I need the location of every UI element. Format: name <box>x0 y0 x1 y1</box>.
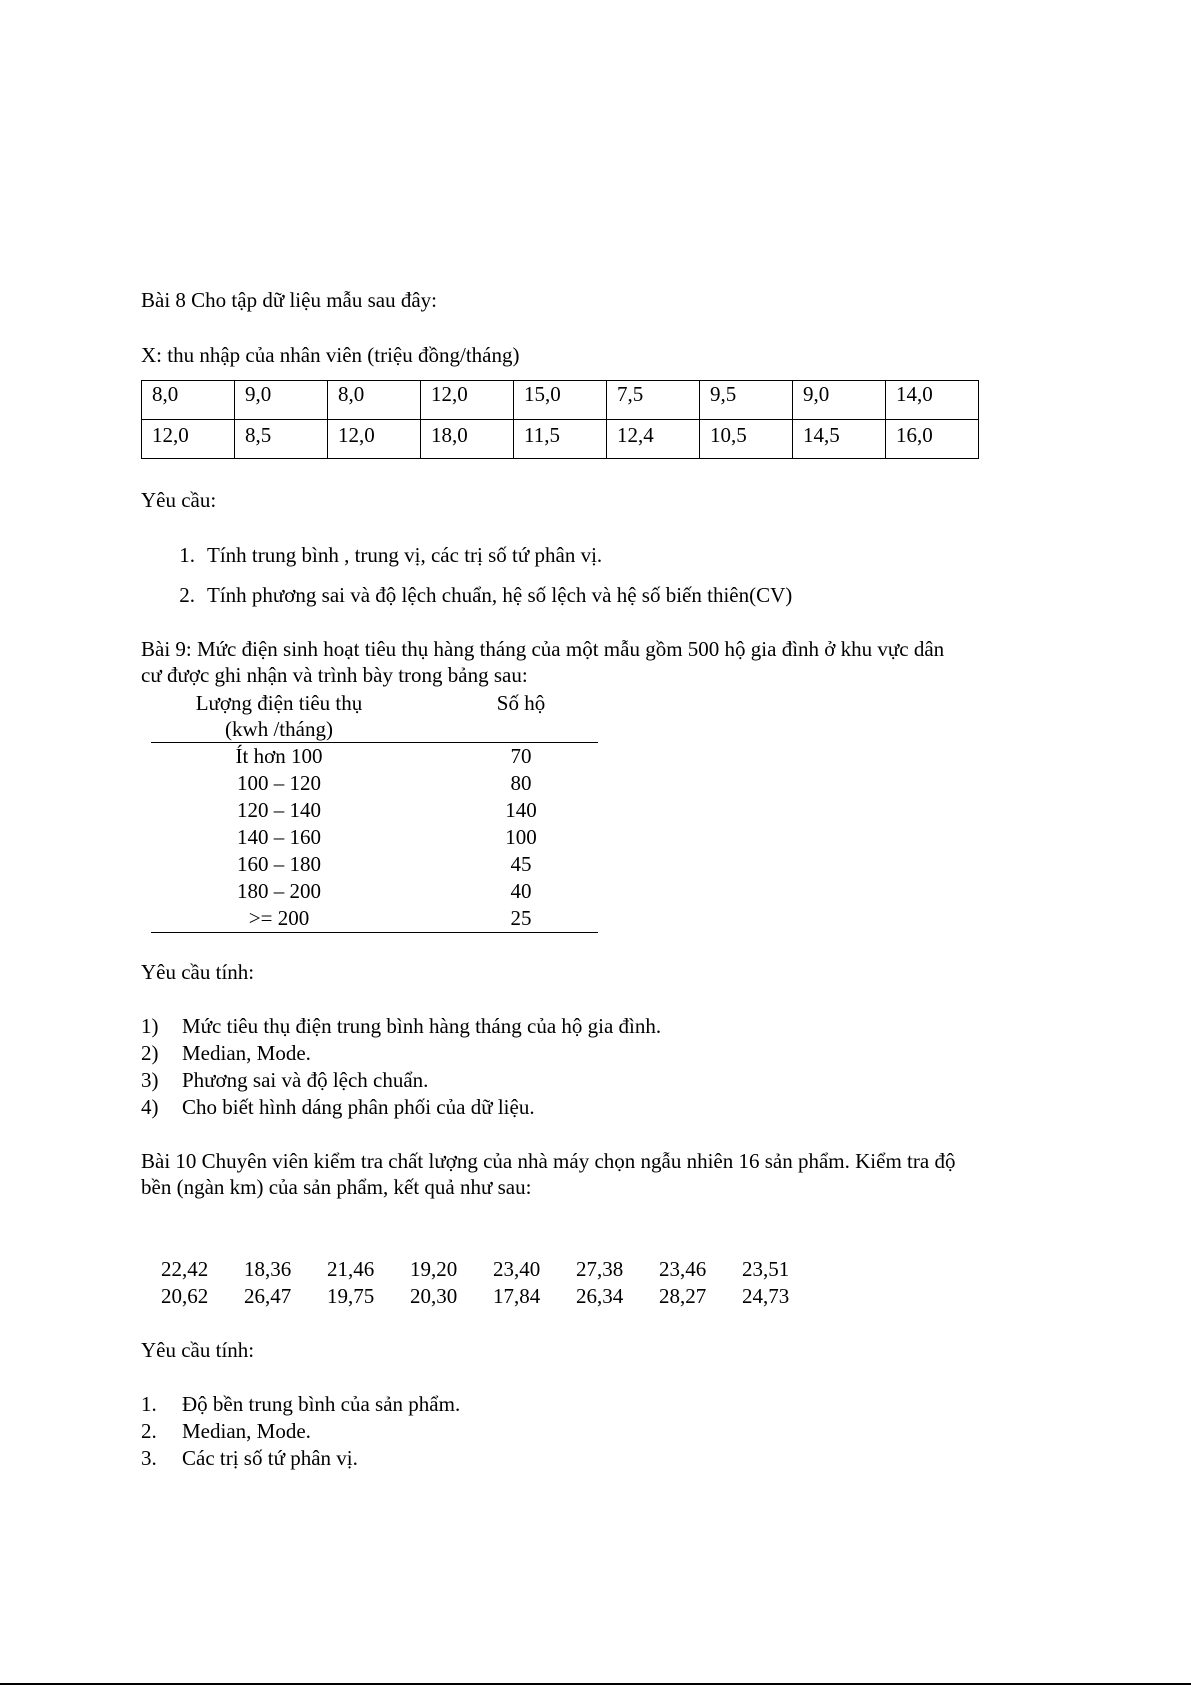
table-cell: 12,0 <box>328 420 421 459</box>
list-text: Tính trung bình , trung vị, các trị số tứ phân vị. <box>207 543 603 567</box>
data-value: 23,40 <box>493 1257 541 1281</box>
table-cell: 10,5 <box>700 420 793 459</box>
table-row <box>151 797 598 824</box>
count-cell: 100 <box>505 825 537 849</box>
list-item <box>159 582 792 608</box>
data-value: 20,62 <box>161 1284 209 1308</box>
data-value: 19,20 <box>410 1257 458 1281</box>
table-row <box>151 851 598 878</box>
table-cell: 9,0 <box>235 381 328 420</box>
table-cell: 14,5 <box>793 420 886 459</box>
list-number: 2) <box>141 1041 159 1065</box>
table-row <box>151 743 598 770</box>
list-number: 4) <box>141 1095 159 1119</box>
table-cell: 7,5 <box>607 381 700 420</box>
column-header-consumption: Lượng điện tiêu thụ <box>195 691 363 715</box>
bai9-paragraph-line2: cư được ghi nhận và trình bày trong bảng sau: <box>141 663 528 687</box>
range-cell: 180 – 200 <box>237 879 321 903</box>
table-row <box>151 770 598 797</box>
count-cell: 80 <box>510 771 532 795</box>
list-text: Phương sai và độ lệch chuẩn. <box>182 1068 429 1092</box>
list-number: 1) <box>141 1014 159 1038</box>
data-value: 22,42 <box>161 1257 209 1281</box>
bai8-title: Bài 8 Cho tập dữ liệu mẫu sau đây: <box>141 288 437 312</box>
list-item <box>141 1067 661 1094</box>
list-number: 3) <box>141 1068 159 1092</box>
income-data-table <box>141 380 979 459</box>
list-text: Mức tiêu thụ điện trung bình hàng tháng của hộ gia đình. <box>182 1014 662 1038</box>
data-value: 18,36 <box>244 1257 292 1281</box>
list-text: Các trị số tứ phân vị. <box>182 1446 358 1470</box>
data-value: 24,73 <box>742 1284 790 1308</box>
table-cell: 12,0 <box>421 381 514 420</box>
data-value: 23,51 <box>742 1257 790 1281</box>
range-cell: 120 – 140 <box>237 798 321 822</box>
table-row <box>151 878 598 905</box>
range-cell: >= 200 <box>248 906 310 930</box>
table-cell: 9,0 <box>793 381 886 420</box>
count-cell: 70 <box>510 744 532 768</box>
table-cell: 16,0 <box>886 420 979 459</box>
list-item <box>141 1013 661 1040</box>
list-number: 1. <box>141 1392 157 1416</box>
table-header <box>151 690 598 743</box>
data-value: 21,46 <box>327 1257 375 1281</box>
range-cell: 140 – 160 <box>237 825 321 849</box>
data-value: 26,34 <box>576 1284 624 1308</box>
data-value: 17,84 <box>493 1284 541 1308</box>
bai8-requirements-label: Yêu cầu: <box>141 488 217 512</box>
data-value: 26,47 <box>244 1284 292 1308</box>
list-number: 1. <box>179 543 195 567</box>
list-text: Median, Mode. <box>182 1041 311 1065</box>
count-cell: 140 <box>505 798 537 822</box>
range-cell: Ít hơn 100 <box>235 744 323 768</box>
bai9-paragraph-line1: Bài 9: Mức điện sinh hoạt tiêu thụ hàng tháng của một mẫu gồm 500 hộ gia đình ở khu vực dân <box>141 637 945 661</box>
list-item <box>159 542 602 568</box>
list-text: Độ bền trung bình của sản phẩm. <box>182 1392 461 1416</box>
list-item <box>141 1445 460 1472</box>
table-row <box>151 905 598 932</box>
data-value: 19,75 <box>327 1284 375 1308</box>
table-cell: 14,0 <box>886 381 979 420</box>
bai9-requirements-list <box>141 1013 661 1121</box>
data-value: 23,46 <box>659 1257 707 1281</box>
list-text: Median, Mode. <box>182 1419 311 1443</box>
list-number: 3. <box>141 1446 157 1470</box>
table-cell: 15,0 <box>514 381 607 420</box>
bai10-requirements-list <box>141 1391 460 1472</box>
list-item <box>141 1094 661 1121</box>
bai10-paragraph-line1: Bài 10 Chuyên viên kiểm tra chất lượng của nhà máy chọn ngẫu nhiên 16 sản phẩm. Kiểm tra độ <box>141 1149 956 1173</box>
count-cell: 40 <box>510 879 532 903</box>
list-number: 2. <box>179 583 195 607</box>
count-cell: 25 <box>510 906 532 930</box>
bai10-requirements-label: Yêu cầu tính: <box>141 1338 255 1362</box>
bai10-paragraph-line2: bền (ngàn km) của sản phẩm, kết quả như sau: <box>141 1175 532 1199</box>
durability-data-row <box>161 1256 825 1283</box>
durability-data-row <box>161 1283 825 1310</box>
data-value: 28,27 <box>659 1284 707 1308</box>
list-text: Tính phương sai và độ lệch chuẩn, hệ số lệch và hệ số biến thiên(CV) <box>207 583 793 607</box>
list-item <box>141 1040 661 1067</box>
column-header-unit: (kwh /tháng) <box>225 717 333 741</box>
table-cell: 12,0 <box>142 420 235 459</box>
column-header-households: Số hộ <box>496 691 546 715</box>
bai8-variable-label: X: thu nhập của nhân viên (triệu đồng/tháng) <box>141 343 520 367</box>
list-text: Cho biết hình dáng phân phối của dữ liệu. <box>182 1095 535 1119</box>
data-value: 20,30 <box>410 1284 458 1308</box>
list-item <box>141 1391 460 1418</box>
table-cell: 8,0 <box>142 381 235 420</box>
table-cell: 9,5 <box>700 381 793 420</box>
count-cell: 45 <box>510 852 532 876</box>
table-cell: 12,4 <box>607 420 700 459</box>
table-cell: 8,5 <box>235 420 328 459</box>
table-row <box>142 381 979 420</box>
list-number: 2. <box>141 1419 157 1443</box>
range-cell: 160 – 180 <box>237 852 321 876</box>
table-cell: 8,0 <box>328 381 421 420</box>
table-row <box>151 824 598 851</box>
table-cell: 11,5 <box>514 420 607 459</box>
data-value: 27,38 <box>576 1257 624 1281</box>
bai9-requirements-label: Yêu cầu tính: <box>141 960 255 984</box>
list-item <box>141 1418 460 1445</box>
range-cell: 100 – 120 <box>237 771 321 795</box>
electricity-frequency-table <box>151 690 598 933</box>
table-row <box>142 420 979 459</box>
table-cell: 18,0 <box>421 420 514 459</box>
